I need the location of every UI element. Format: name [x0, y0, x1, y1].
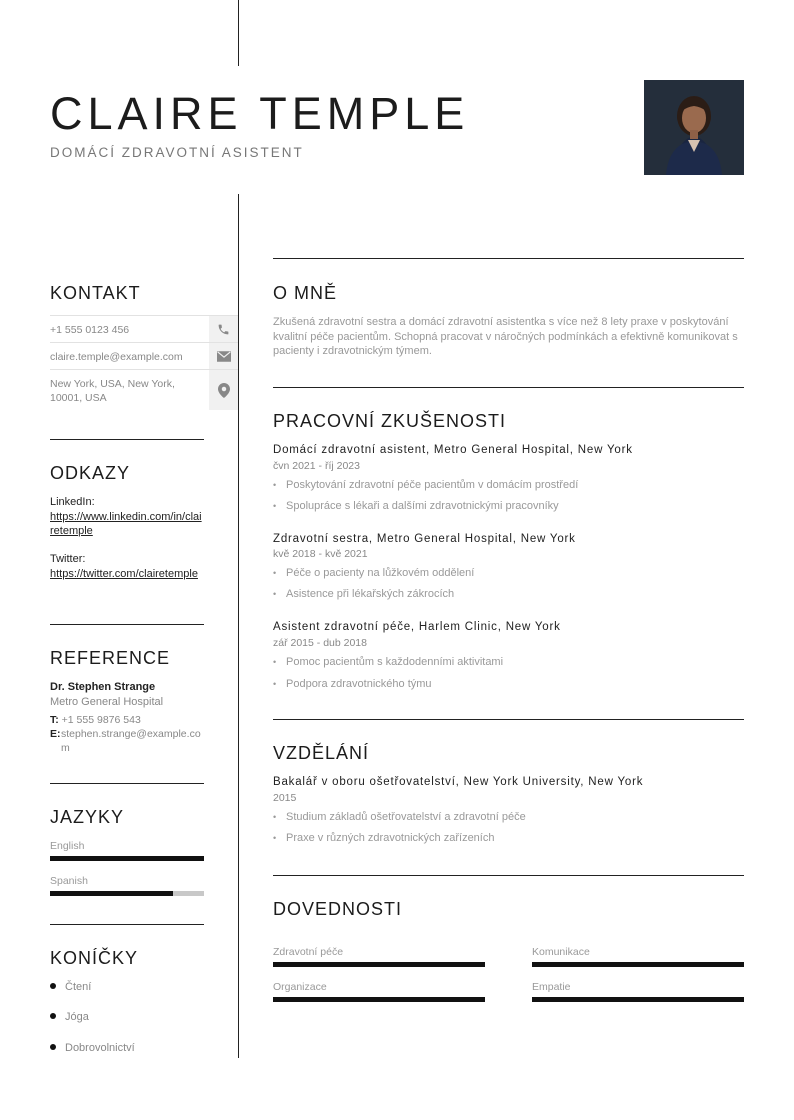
contact-heading: KONTAKT [50, 283, 141, 303]
job-date: kvě 2018 - kvě 2021 [273, 548, 368, 560]
contact-phone-text: +1 555 0123 456 [50, 324, 130, 336]
language-name: Spanish [50, 875, 88, 887]
language-level-bar [50, 891, 204, 896]
hobby-label: Čtení [65, 981, 92, 993]
experience-heading: PRACOVNÍ ZKUŠENOSTI [273, 411, 507, 431]
language-level-fill [50, 891, 173, 896]
links-heading: ODKAZY [50, 463, 131, 483]
location-pin-icon [209, 370, 238, 410]
sidebar-divider [50, 783, 204, 784]
hobbies-heading: KONÍČKY [50, 948, 139, 968]
education-bullet: • Studium základů ošetřovatelství a zdravotní péče [273, 811, 526, 823]
hobby-item [50, 981, 91, 993]
sidebar-divider [50, 439, 204, 440]
skill-level-bar [532, 997, 744, 1002]
skill-level-bar [273, 962, 485, 967]
section-divider [273, 387, 744, 388]
twitter-link[interactable]: https://twitter.com/clairetemple [50, 568, 198, 580]
candidate-name: CLAIRE TEMPLE [50, 88, 470, 139]
job-bullet: • Asistence při lékařských zákrocích [273, 588, 454, 600]
about-heading: O MNĚ [273, 283, 338, 303]
skill-name: Komunikace [532, 946, 590, 958]
skill-name: Organizace [273, 981, 327, 993]
job-date: čvn 2021 - říj 2023 [273, 460, 360, 472]
contact-address [50, 369, 238, 410]
linkedin-label: LinkedIn: [50, 496, 95, 508]
job-bullet: • Pomoc pacientům s každodenními aktivitami [273, 656, 503, 668]
language-level-fill [50, 856, 204, 861]
job-title: Zdravotní sestra, Metro General Hospital, New York [273, 533, 576, 545]
references-heading: REFERENCE [50, 648, 171, 668]
job-bullet: • Spolupráce s lékaři a dalšími zdravotnickými pracovníky [273, 500, 559, 512]
reference-phone [50, 713, 210, 727]
language-level-bar [50, 856, 204, 861]
bullet-dot-icon [50, 1044, 56, 1050]
contact-email-text: claire.temple@example.com [50, 351, 183, 363]
bullet-dot-icon [50, 1013, 56, 1019]
job-date: zář 2015 - dub 2018 [273, 637, 367, 649]
reference-phone-label: T: [50, 714, 59, 726]
candidate-title: DOMÁCÍ ZDRAVOTNÍ ASISTENT [50, 145, 304, 160]
skill-name: Zdravotní péče [273, 946, 344, 958]
bullet-dot-icon [50, 983, 56, 989]
job-title: Asistent zdravotní péče, Harlem Clinic, New York [273, 621, 561, 633]
phone-icon [209, 316, 238, 342]
about-text: Zkušená zdravotní sestra a domácí zdravotní asistentka s více než 8 lety praxe v poskytování kvalitní péče pacientům. Schopná pracovat v náročných podmínkách a efektivně komunikovat s pacienty i zdravotnickým týmem. [273, 316, 738, 357]
hobby-label: Jóga [65, 1011, 89, 1023]
section-divider [273, 258, 744, 259]
contact-phone [50, 315, 238, 342]
profile-photo [644, 80, 744, 175]
contact-address-text: New York, USA, New York, 10001, USA [50, 378, 175, 404]
reference-org: Metro General Hospital [50, 696, 164, 708]
linkedin-link[interactable]: https://www.linkedin.com/in/clairetemple [50, 511, 202, 537]
education-bullet: • Praxe v různých zdravotnických zařízeních [273, 832, 494, 844]
reference-name: Dr. Stephen Strange [50, 681, 156, 693]
sidebar-divider [50, 924, 204, 925]
skill-level-bar [532, 962, 744, 967]
languages-heading: JAZYKY [50, 807, 125, 827]
mail-icon [209, 343, 238, 369]
skill-name: Empatie [532, 981, 571, 993]
divider-top [238, 0, 239, 66]
skills-heading: DOVEDNOSTI [273, 899, 403, 919]
reference-email: stephen.strange@example.com [61, 728, 201, 754]
education-title: Bakalář v oboru ošetřovatelství, New York University, New York [273, 776, 644, 788]
reference-phone-value: +1 555 9876 543 [61, 714, 141, 726]
hobby-label: Dobrovolnictví [65, 1042, 135, 1054]
reference-email-label: E: [50, 728, 61, 740]
job-title: Domácí zdravotní asistent, Metro General Hospital, New York [273, 444, 633, 456]
hobby-item [50, 1042, 135, 1054]
hobby-item [50, 1011, 89, 1023]
section-divider [273, 719, 744, 720]
twitter-label: Twitter: [50, 553, 86, 565]
language-name: English [50, 840, 85, 852]
skill-level-bar [273, 997, 485, 1002]
job-bullet: • Poskytování zdravotní péče pacientům v domácím prostředí [273, 479, 578, 491]
contact-email [50, 342, 238, 369]
job-bullet: • Podpora zdravotnického týmu [273, 678, 432, 690]
job-bullet: • Péče o pacienty na lůžkovém oddělení [273, 567, 474, 579]
education-date: 2015 [273, 792, 297, 804]
sidebar-divider [50, 624, 204, 625]
section-divider [273, 875, 744, 876]
education-heading: VZDĚLÁNÍ [273, 743, 370, 763]
divider-vertical [238, 194, 239, 1058]
